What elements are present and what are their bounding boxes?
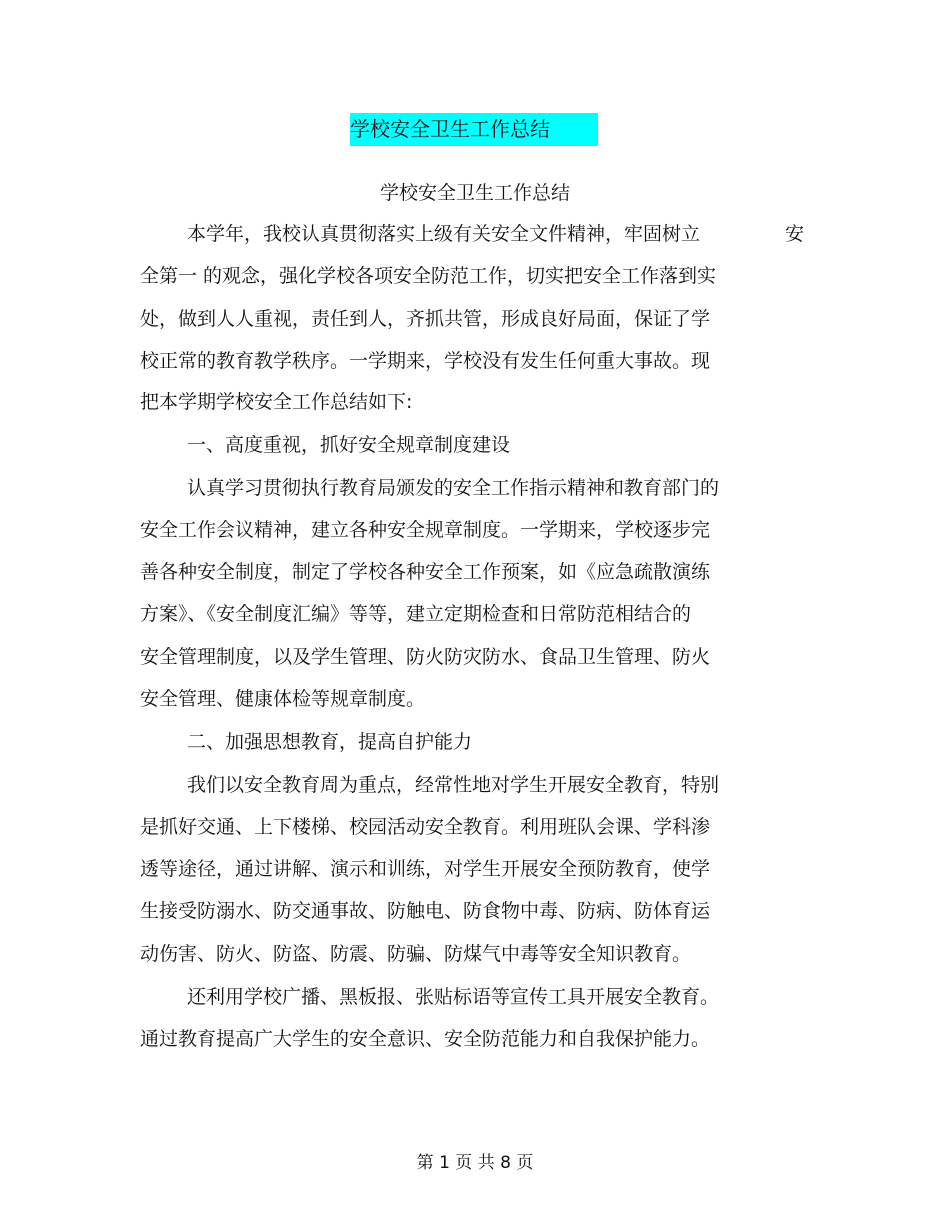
section-heading: 一、高度重视，抓好安全规章制度建设 xyxy=(187,434,511,456)
page-number-footer: 第 1 页 共 8 页 xyxy=(416,1153,534,1173)
paragraph-line: 还利用学校广播、黑板报、张贴标语等宣传工具开展安全教育。 xyxy=(187,986,720,1008)
paragraph-line: 校正常的教育教学秩序。一学期来，学校没有发生任何重大事故。现 xyxy=(140,350,711,372)
paragraph-line: 善各种安全制度，制定了学校各种安全工作预案，如《应急疏散演练 xyxy=(140,561,711,583)
paragraph-line: 安全管理制度，以及学生管理、防火防灾防水、食品卫生管理、防火 xyxy=(140,646,711,668)
document-title: 学校安全卫生工作总结 xyxy=(379,182,570,204)
paragraph-line: 安全管理、健康体检等规章制度。 xyxy=(140,688,426,710)
paragraph-line: 方案》、《安全制度汇编》等等，建立定期检查和日常防范相结合的 xyxy=(140,603,692,625)
paragraph-line: 本学年，我校认真贯彻落实上级有关安全文件精神，牢固树立 xyxy=(187,223,701,245)
paragraph-line-fragment: 安 xyxy=(785,223,805,245)
paragraph-line: 通过教育提高广大学生的安全意识、安全防范能力和自我保护能力。 xyxy=(140,1028,711,1050)
paragraph-line: 全第一 的观念，强化学校各项安全防范工作，切实把安全工作落到实 xyxy=(140,265,717,287)
paragraph-line: 安全工作会议精神，建立各种安全规章制度。一学期来，学校逐步完 xyxy=(140,519,711,541)
paragraph-line: 处，做到人人重视，责任到人，齐抓共管，形成良好局面，保证了学 xyxy=(140,308,711,330)
highlighted-heading: 学校安全卫生工作总结 xyxy=(350,113,598,146)
paragraph-line: 透等途径，通过讲解、演示和训练，对学生开展安全预防教育，使学 xyxy=(140,858,711,880)
paragraph-line: 生接受防溺水、防交通事故、防触电、防食物中毒、防病、防体育运 xyxy=(140,900,711,922)
section-heading: 二、加强思想教育，提高自护能力 xyxy=(187,731,473,753)
paragraph-line: 我们以安全教育周为重点，经常性地对学生开展安全教育，特别 xyxy=(187,774,720,796)
paragraph-line: 认真学习贯彻执行教育局颁发的安全工作指示精神和教育部门的 xyxy=(187,477,720,499)
paragraph-line: 把本学期学校安全工作总结如下: xyxy=(140,391,413,413)
paragraph-line: 动伤害、防火、防盗、防震、防骗、防煤气中毒等安全知识教育。 xyxy=(140,943,692,965)
paragraph-line: 是抓好交通、上下楼梯、校园活动安全教育。利用班队会课、学科渗 xyxy=(140,816,711,838)
